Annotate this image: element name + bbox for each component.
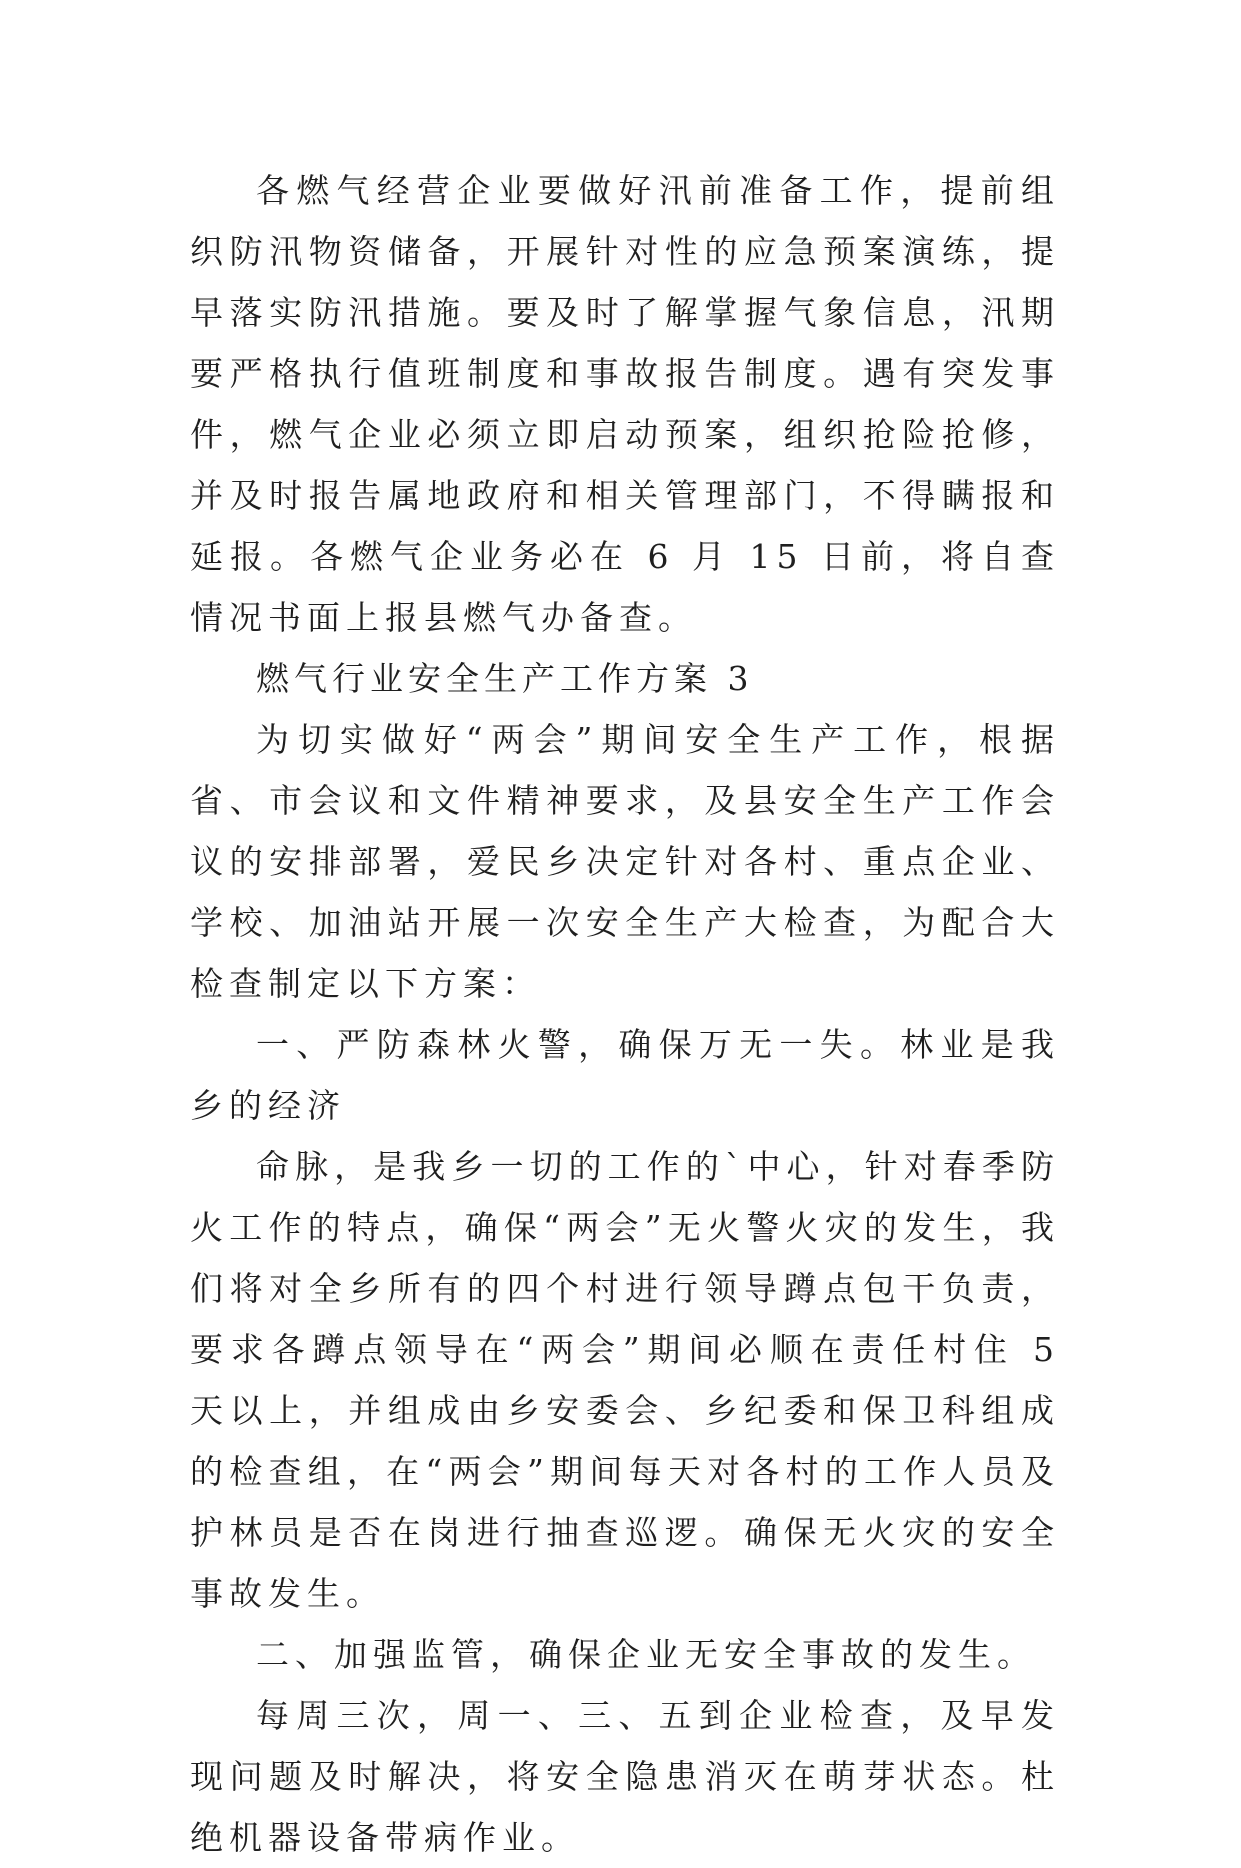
paragraph-item-1-body: 命脉，是我乡一切的工作的`中心，针对春季防火工作的特点，确保“两会”无火警火灾的发生，我们将对全乡所有的四个村进行领导蹲点包干负责，要求各蹲点领导在“两会”期间必顺在责任村住 5 天以上，并组成由乡安委会、乡纪委和保卫科组成的检查组，在“两会”期间每天对各村的工作人员及护林员是否在岗进行抽查巡逻。确保无火灾的安全事故发生。: [190, 1147, 1060, 1613]
document-body: [190, 160, 1060, 1868]
paragraph-item-2-body: 每周三次，周一、三、五到企业检查，及早发现问题及时解决，将安全隐患消灭在萌芽状态。杜绝机器设备带病作业。: [190, 1696, 1060, 1857]
paragraph-two-sessions-intro: 为切实做好“两会”期间安全生产工作，根据省、市会议和文件精神要求，及县安全生产工作会议的安排部署，爱民乡决定针对各村、重点企业、学校、加油站开展一次安全生产大检查，为配合大检查制定以下方案：: [190, 720, 1060, 1003]
paragraph-item-2-heading: 二、加强监管，确保企业无安全事故的发生。: [256, 1635, 1036, 1674]
paragraph-gas-flood-prep: 各燃气经营企业要做好汛前准备工作，提前组织防汛物资储备，开展针对性的应急预案演练，提早落实防汛措施。要及时了解掌握气象信息，汛期要严格执行值班制度和事故报告制度。遇有突发事件，燃气企业必须立即启动预案，组织抢险抢修，并及时报告属地政府和相关管理部门，不得瞒报和延报。各燃气企业务必在 6 月 15 日前，将自查情况书面上报县燃气办备查。: [190, 171, 1060, 637]
paragraph-item-1-heading: 一、严防森林火警，确保万无一失。林业是我乡的经济: [190, 1025, 1060, 1125]
section-title-plan-3: 燃气行业安全生产工作方案 3: [256, 659, 754, 698]
